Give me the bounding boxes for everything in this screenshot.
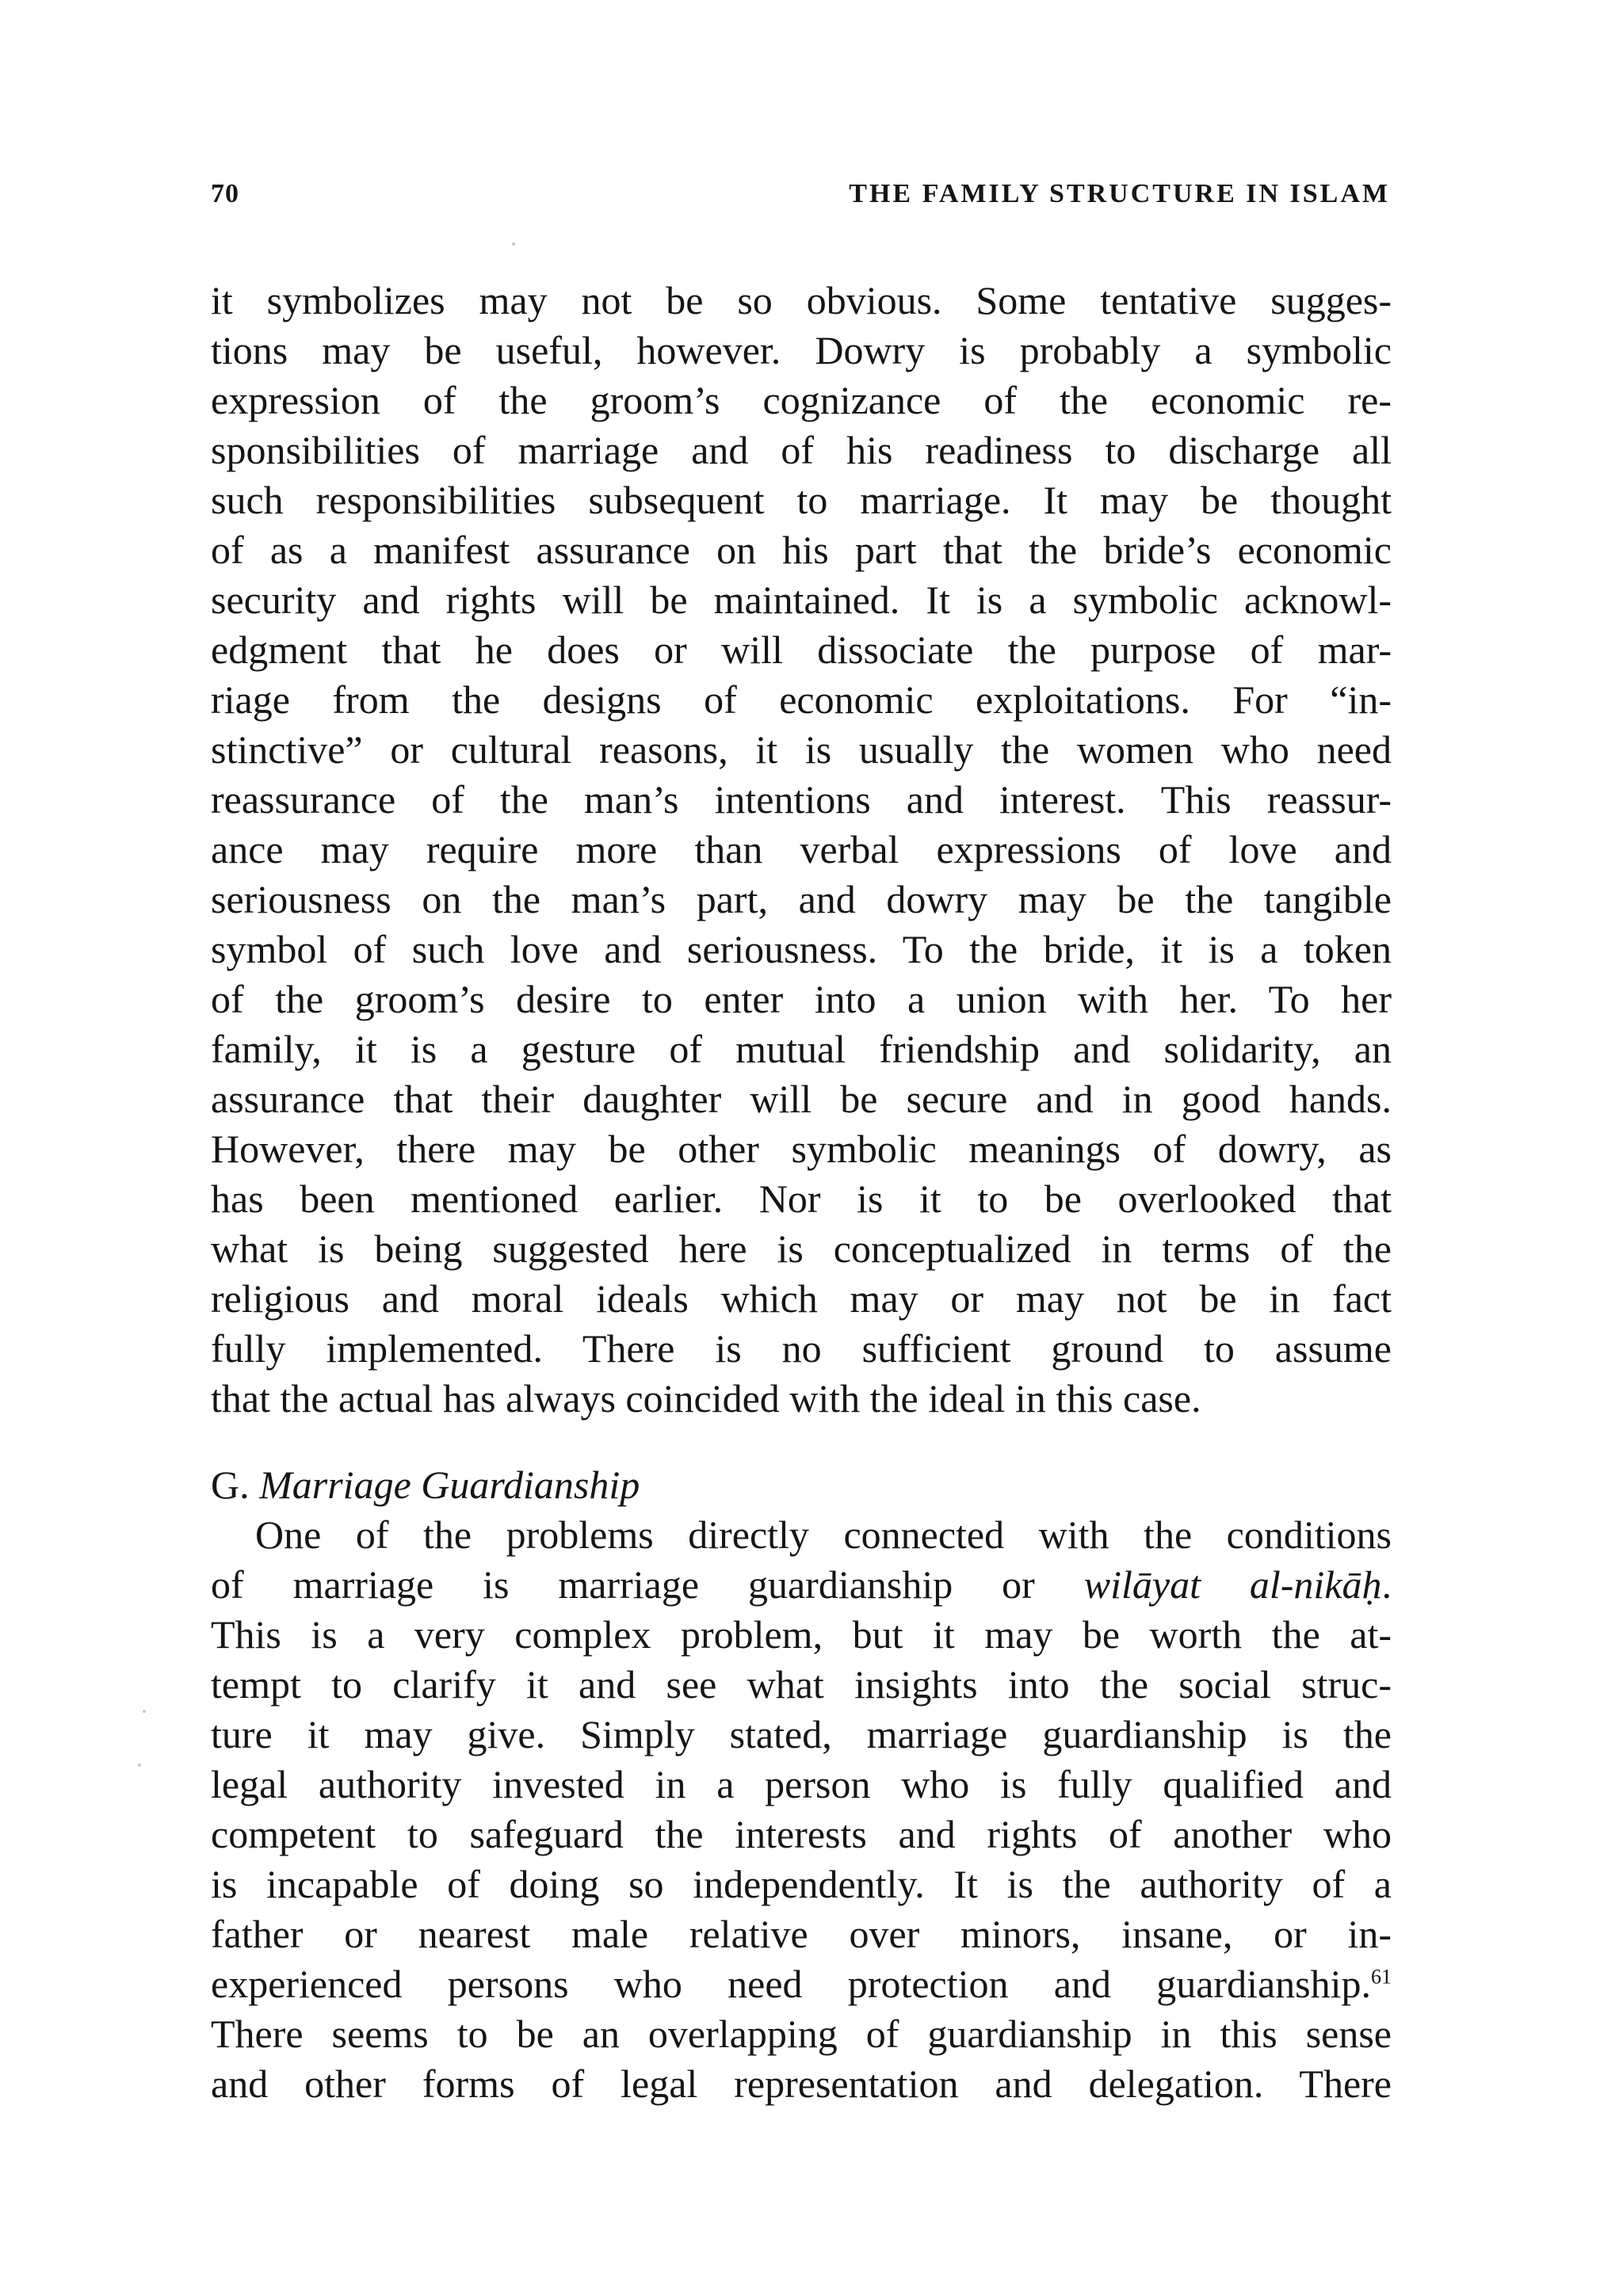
text-line <box>211 1959 1392 2009</box>
text-run: experienced persons who need protection and guardianship. <box>211 1962 1371 2006</box>
text-line: has been mentioned earlier. Nor is it to be overlooked that <box>211 1177 1392 1221</box>
text-line: reassurance of the man’s intentions and interest. This reassur- <box>211 777 1392 822</box>
text-line: competent to safeguard the interests and rights of another who <box>211 1812 1392 1856</box>
scan-speck <box>138 1764 141 1767</box>
text-line: is incapable of doing so independently. It is the authority of a <box>211 1862 1392 1906</box>
paragraph-marriage-guardianship <box>211 1510 1392 2109</box>
text-line: This is a very complex problem, but it may be worth the at- <box>211 1612 1392 1657</box>
text-line: family, it is a gesture of mutual friendship and solidarity, an <box>211 1027 1392 1071</box>
text-line: of the groom’s desire to enter into a union with her. To her <box>211 977 1392 1021</box>
text-line: of as a manifest assurance on his part that the bride’s economic <box>211 528 1392 572</box>
text-line: seriousness on the man’s part, and dowry may be the tangible <box>211 877 1392 921</box>
section-letter: G. <box>211 1463 250 1507</box>
page-header <box>211 179 1390 219</box>
text-line: and other forms of legal representation and delegation. There <box>211 2061 1392 2106</box>
section-title: Marriage Guardianship <box>259 1463 640 1507</box>
text-line: security and rights will be maintained. It is a symbolic acknowl- <box>211 578 1392 622</box>
text-line: ance may require more than verbal expressions of love and <box>211 827 1392 871</box>
text-line: it symbolizes may not be so obvious. Some tentative sugges- <box>211 278 1392 322</box>
text-line: However, there may be other symbolic meanings of dowry, as <box>211 1127 1392 1171</box>
text-line: One of the problems directly connected with the conditions <box>255 1512 1392 1557</box>
text-line: expression of the groom’s cognizance of the economic re- <box>211 378 1392 422</box>
page-body <box>211 276 1392 2109</box>
arabic-term: wilāyat al-nikāḥ <box>1083 1562 1382 1607</box>
text-line <box>211 1560 1392 1610</box>
text-line: assurance that their daughter will be secure and in good hands. <box>211 1077 1392 1121</box>
text-run: of marriage is marriage guardianship or <box>211 1562 1035 1607</box>
text-line: sponsibilities of marriage and of his readiness to discharge all <box>211 428 1392 472</box>
paragraph-dowry-symbolism <box>211 276 1392 1424</box>
text-line: edgment that he does or will dissociate the purpose of mar- <box>211 627 1392 672</box>
text-line: ture it may give. Simply stated, marriage guardianship is the <box>211 1712 1392 1756</box>
text-run: . <box>1381 1562 1392 1607</box>
text-line: symbol of such love and seriousness. To the bride, it is a token <box>211 927 1392 971</box>
text-line: tions may be useful, however. Dowry is probably a symbolic <box>211 328 1392 372</box>
text-line: what is being suggested here is conceptualized in terms of the <box>211 1226 1392 1271</box>
running-head: THE FAMILY STRUCTURE IN ISLAM <box>849 179 1390 208</box>
scan-speck <box>143 1710 146 1713</box>
section-heading <box>211 1460 1392 1510</box>
text-line: tempt to clarify it and see what insights into the social struc- <box>211 1662 1392 1707</box>
text-line: stinctive” or cultural reasons, it is usually the women who need <box>211 727 1392 772</box>
text-line: legal authority invested in a person who is fully qualified and <box>211 1762 1392 1806</box>
text-line: riage from the designs of economic exploitations. For “in- <box>211 677 1392 722</box>
text-line: such responsibilities subsequent to marriage. It may be thought <box>211 478 1392 522</box>
scan-speck <box>512 242 515 246</box>
text-line: fully implemented. There is no sufficient ground to assume <box>211 1326 1392 1371</box>
footnote-reference: 61 <box>1371 1965 1392 1989</box>
text-line: religious and moral ideals which may or may not be in fact <box>211 1276 1392 1321</box>
text-line: father or nearest male relative over minors, insane, or in- <box>211 1912 1392 1956</box>
page-number: 70 <box>211 179 239 208</box>
text-line: There seems to be an overlapping of guardianship in this sense <box>211 2012 1392 2056</box>
text-line: that the actual has always coincided with the ideal in this case. <box>211 1376 1201 1421</box>
